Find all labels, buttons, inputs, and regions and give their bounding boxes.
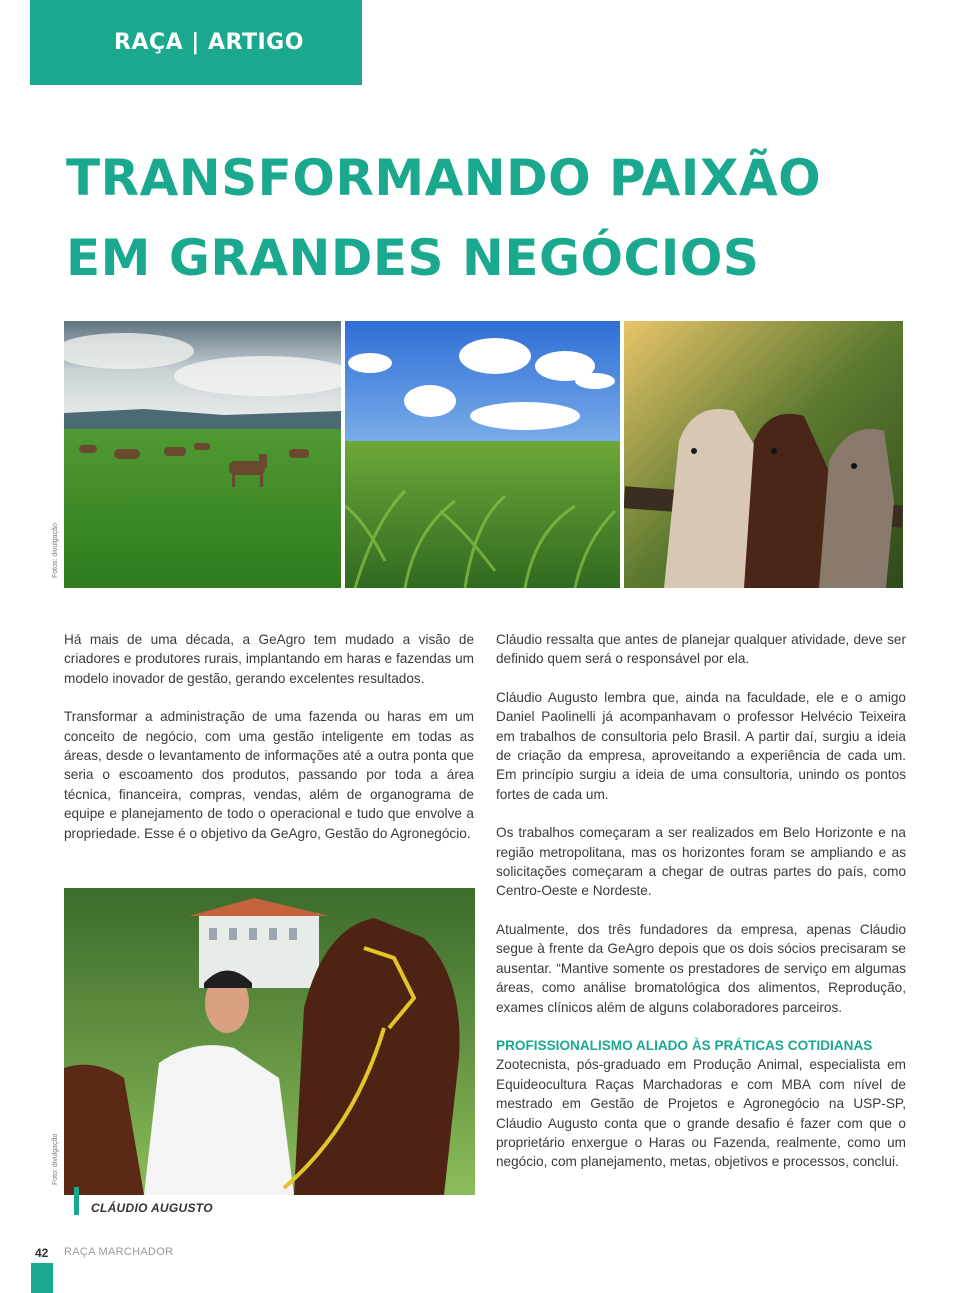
photo-corn-field [345, 321, 620, 588]
headline-line-2: EM GRANDES NEGÓCIOS [66, 229, 760, 287]
article-left-column [64, 630, 474, 862]
caption-accent-bar [74, 1187, 79, 1215]
paragraph-closing: Zootecnista, pós-graduado em Produção Animal, especialista em Equideocultura Raças Marchadoras e com MBA com nível de mestrado em Gestão de Projetos e Agronegócio na USP-SP, Cláudio Augusto conta que o grande desafio é fazer com que o proprietário enxergue o Haras ou Fazenda, realmente, como um negócio, com planejamento, metas, objetivos e processos, conclui. [496, 1057, 906, 1170]
photo-horses-fence [624, 321, 903, 588]
paragraph-right-3: Os trabalhos começaram a ser realizados em Belo Horizonte e na região metropolitana, mas os horizontes foram se ampliando e as solicitações começaram a chegar de outras partes do país, como Centro-Oeste e Nordeste. [496, 825, 906, 899]
page-number: 42 [35, 1246, 49, 1260]
paragraph-left-2: Transformar a administração de uma fazenda ou haras em um conceito de negócio, com uma gestão inteligente em todas as áreas, desde o levantamento de informações até a outra ponta que seria o escoamento dos produtos, passando por toda a área técnica, financeira, compras, vendas, além de organograma de equipe e planejamento de todo o operacional e tudo que envolve a propriedade. Esse é o objetivo da GeAgro, Gestão do Agronegócio. [64, 709, 474, 841]
paragraph-right-1: Cláudio ressalta que antes de planejar qualquer atividade, deve ser definido quem será o responsável por ela. [496, 632, 906, 667]
paragraph-right-2: Cláudio Augusto lembra que, ainda na faculdade, ele e o amigo Daniel Paolinelli já acompanhavam o professor Helvécio Teixeira em trabalhos de consultoria pelo Brasil. A partir daí, surgiu a ideia de criação da empresa, aproveitando a experiência de cada um. Em princípio surgiu a ideia de uma consultoria, unindo os pontos fortes de cada um. [496, 689, 906, 802]
article-subheading: PROFISSIONALISMO ALIADO ÀS PRÁTICAS COTIDIANAS [496, 1037, 873, 1053]
section-label: RAÇA | ARTIGO [114, 30, 304, 55]
headline-line-1: TRANSFORMANDO PAIXÃO [66, 149, 822, 207]
footer-accent-bar [31, 1263, 53, 1293]
photo-caption: CLÁUDIO AUGUSTO [91, 1201, 213, 1215]
magazine-name: RAÇA MARCHADOR [64, 1246, 174, 1258]
photo-claudio-horse [64, 888, 475, 1195]
headline [66, 138, 926, 298]
photo-credit-top: Fotos: divulgação [52, 523, 59, 578]
photo-pasture-horses [64, 321, 341, 588]
article-right-column [496, 630, 906, 1191]
paragraph-right-4: Atualmente, dos três fundadores da empresa, apenas Cláudio segue à frente da GeAgro depois que os dois sócios precisaram se ausentar. “Mantive somente os prestadores de serviço em algumas áreas, como análise bromatológica dos alimentos, Reprodução, exames clínicos além de alguns colaboradores parceiros. [496, 921, 906, 1015]
section-tab [30, 0, 362, 85]
photo-credit-bottom: Foto: divulgação [52, 1133, 59, 1185]
paragraph-left-1: Há mais de uma década, a GeAgro tem mudado a visão de criadores e produtores rurais, implantando em haras e fazendas um modelo inovador de gestão, gerando excelentes resultados. [64, 632, 474, 686]
